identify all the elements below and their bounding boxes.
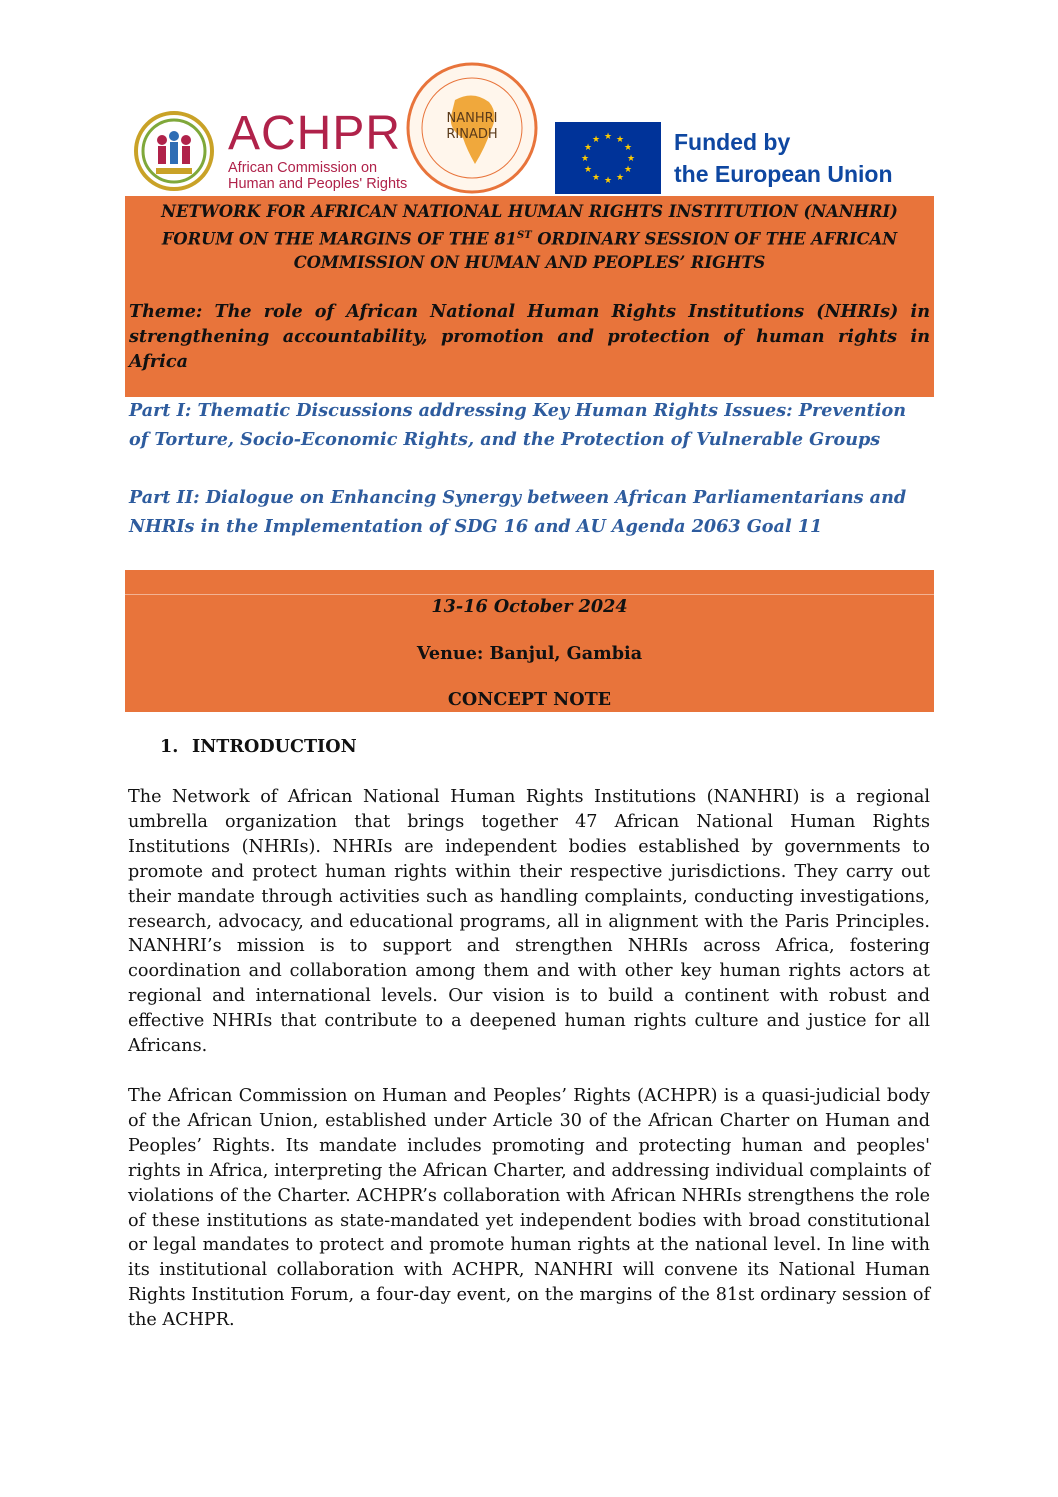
rinadh-seal-text: RINADH	[446, 127, 498, 142]
svg-text:★: ★	[583, 165, 593, 175]
svg-text:★: ★	[623, 165, 633, 175]
svg-text:★: ★	[591, 173, 601, 183]
nanhri-seal-logo	[403, 60, 541, 196]
header-banner	[125, 196, 934, 397]
event-venue: Venue: Banjul, Gambia	[416, 643, 643, 664]
svg-text:★: ★	[580, 154, 590, 164]
eu-flag-logo	[555, 122, 661, 194]
svg-text:★: ★	[626, 154, 636, 164]
nanhri-seal-text: NANHRI	[446, 111, 498, 126]
svg-text:★: ★	[603, 132, 613, 142]
forum-title: NETWORK FOR AFRICAN NATIONAL HUMAN RIGHTS INSTITUTION (NANHRI) FORUM ON THE MARGINS OF THE 81ST ORDINARY SESSION OF THE AFRICAN COMMISSION ON HUMAN AND PEOPLES’ RIGHTS	[161, 202, 898, 273]
svg-text:★: ★	[615, 135, 625, 145]
forum-theme: Theme: The role of African National Human Rights Institutions (NHRIs) in strengthening accountability, promotion and protection of human rights in Africa	[129, 301, 930, 373]
svg-text:★: ★	[583, 143, 593, 153]
intro-paragraph-2: The African Commission on Human and Peoples’ Rights (ACHPR) is a quasi-judicial body of the African Union, established under Article 30 of the African Charter on Human and Peoples’ Rights. Its mandate includes promoting and protecting human and peoples' rights in Africa, interpreting the African Charter, and addressing individual complaints of violations of the Charter. ACHPR’s collaboration with African NHRIs strengthens the role of these institutions as state-mandated yet independent bodies with broad constitutional or legal mandates to protect and promote human rights at the national level. In line with its institutional collaboration with ACHPR, NANHRI will convene its National Human Rights Institution Forum, a four-day event, on the margins of the 81st ordinary session of the ACHPR.	[128, 1086, 930, 1331]
event-date: 13-16 October 2024	[431, 596, 628, 617]
part-two-title: Part II: Dialogue on Enhancing Synergy between African Parliamentarians and NHRIs in the Implementation of SDG 16 and AU Agenda 2063 Goal 11	[129, 487, 907, 537]
logo-banner	[128, 60, 918, 195]
svg-text:★: ★	[615, 173, 625, 183]
svg-text:★: ★	[603, 176, 613, 186]
banner-divider	[125, 594, 934, 595]
achpr-logo-text: ACHPR	[228, 107, 402, 160]
part-one-title: Part I: Thematic Discussions addressing Key Human Rights Issues: Prevention of Torture, Socio-Economic Rights, and the Protection of Vulnerable Groups	[129, 400, 906, 450]
intro-paragraph-1: The Network of African National Human Rights Institutions (NANHRI) is a regional umbrella organization that brings together 47 African National Human Rights Institutions (NHRIs). NHRIs are independent bodies established by governments to promote and protect human rights within their respective jurisdictions. They carry out their mandate through activities such as handling complaints, conducting investigations, research, advocacy, and educational programs, all in alignment with the Paris Principles. NANHRI’s mission is to support and strengthen NHRIs across Africa, fostering coordination and collaboration among them and with other key human rights actors at regional and international levels. Our vision is to build a continent with robust and effective NHRIs that contribute to a deepened human rights culture and justice for all Africans.	[128, 787, 930, 1057]
achpr-emblem-logo	[132, 110, 216, 192]
document-type: CONCEPT NOTE	[447, 689, 612, 710]
svg-text:★: ★	[591, 135, 601, 145]
section-heading: 1. INTRODUCTION	[160, 736, 357, 757]
svg-text:★: ★	[623, 143, 633, 153]
eu-funding-text: Funded by the European Union	[674, 129, 893, 187]
achpr-logo-subtitle: African Commission on Human and Peoples' Rights	[228, 160, 408, 192]
